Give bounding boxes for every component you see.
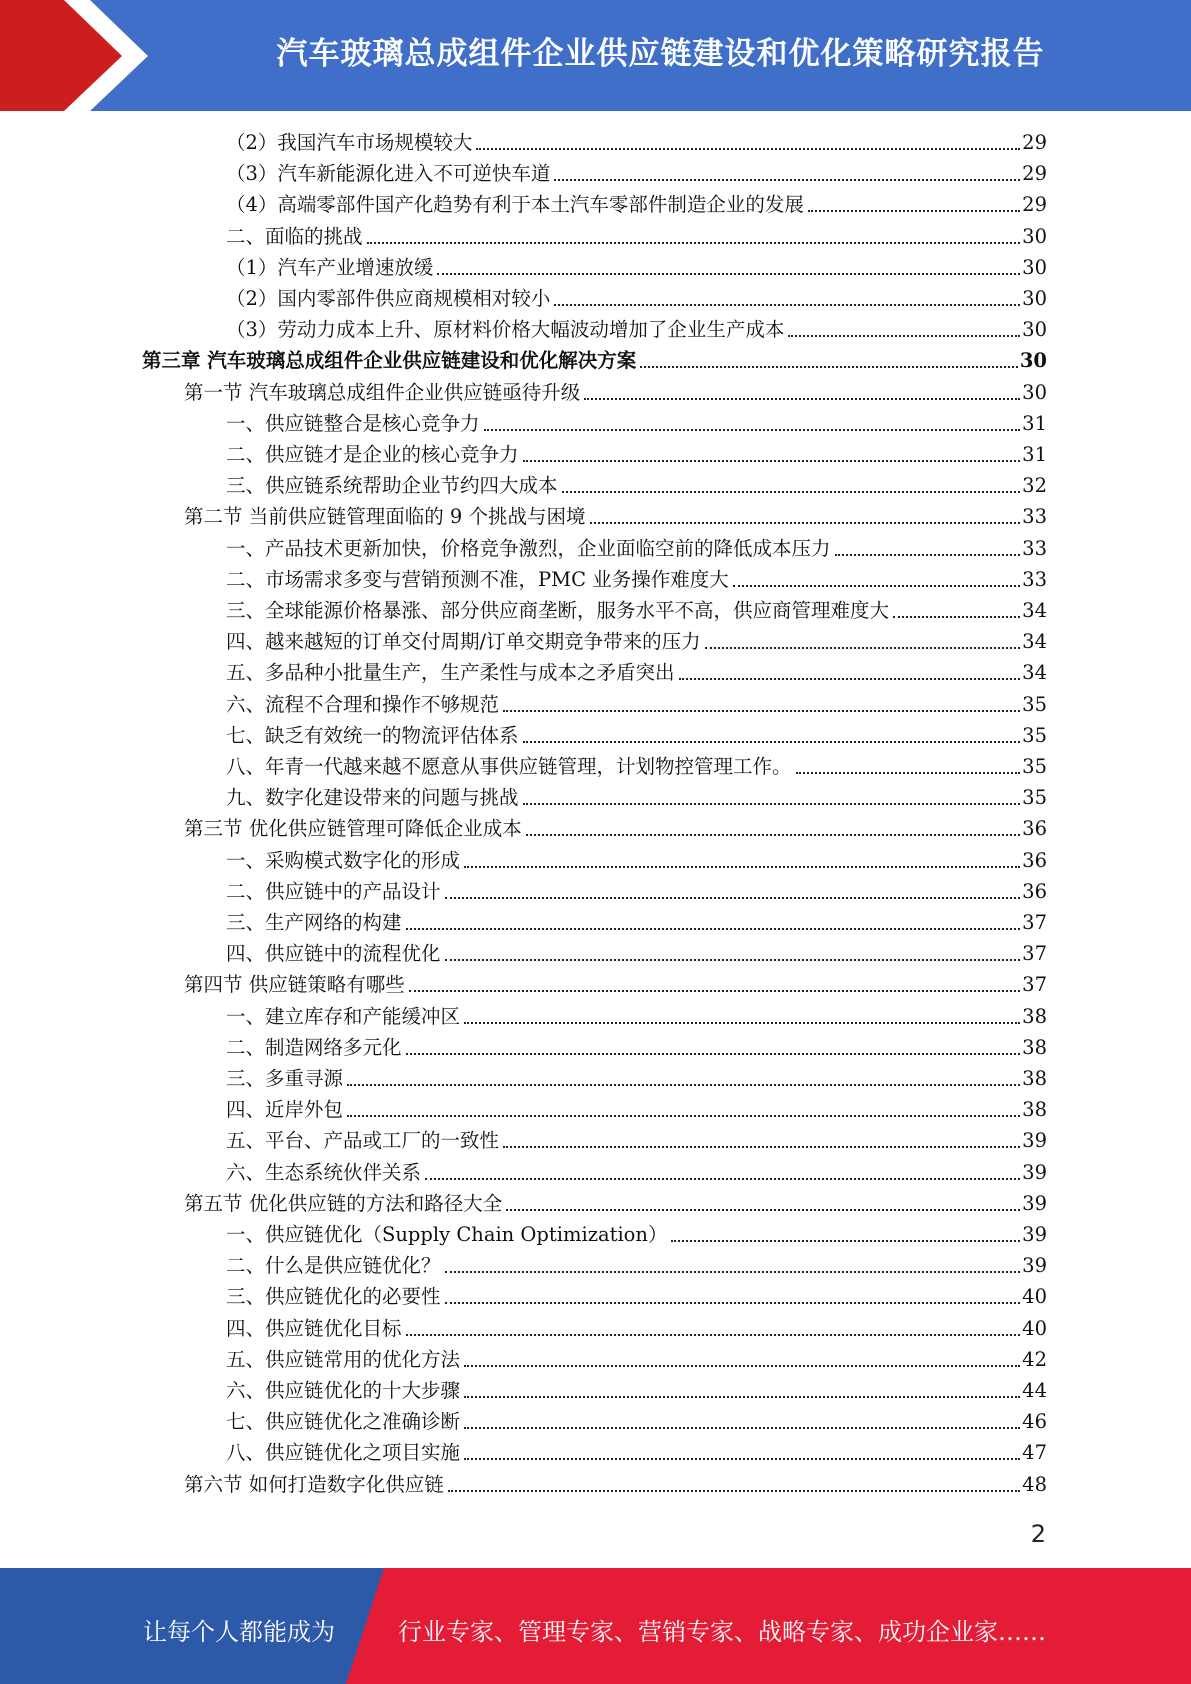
toc-entry-label: （1）汽车产业增速放缓	[226, 255, 434, 279]
toc-subsection-entry[interactable]	[226, 283, 1047, 314]
toc-section-entry[interactable]	[184, 813, 1047, 844]
toc-entry-page: 29	[1022, 162, 1047, 186]
toc-entry-label: 一、供应链优化（Supply Chain Optimization）	[226, 1223, 668, 1246]
toc-dot-leader	[640, 365, 1018, 368]
toc-entry-page: 38	[1022, 1098, 1047, 1122]
toc-entry-page: 29	[1022, 131, 1047, 154]
toc-dot-leader	[506, 1208, 1020, 1211]
report-title: 汽车玻璃总成组件企业供应链建设和优化策略研究报告	[276, 36, 1045, 72]
toc-dot-leader	[476, 147, 1020, 150]
toc-entry-label: 六、生态系统伙伴关系	[226, 1160, 422, 1184]
toc-entry-page: 36	[1022, 879, 1047, 903]
toc-dot-leader	[406, 1333, 1021, 1336]
toc-entry-page: 44	[1022, 1379, 1047, 1402]
toc-dot-leader	[554, 178, 1020, 181]
toc-entry-page: 30	[1022, 318, 1047, 342]
toc-dot-leader	[523, 740, 1021, 743]
toc-entry-page: 40	[1022, 1285, 1047, 1309]
toc-entry-page: 31	[1022, 411, 1047, 435]
toc-entry-page: 38	[1022, 1004, 1047, 1028]
toc-entry-page: 33	[1022, 505, 1047, 529]
page-footer	[0, 1568, 1191, 1684]
toc-subsection-entry[interactable]	[226, 626, 1047, 657]
toc-entry-page: 37	[1022, 911, 1047, 934]
toc-dot-leader	[367, 241, 1021, 244]
toc-dot-leader	[808, 209, 1020, 212]
toc-subsection-entry[interactable]	[226, 657, 1047, 688]
toc-entry-label: 一、采购模式数字化的形成	[226, 848, 461, 872]
toc-subsection-entry[interactable]	[226, 595, 1047, 626]
toc-entry-label: 三、生产网络的构建	[226, 911, 402, 934]
footer-slogan-right: 行业专家、管理专家、营销专家、战略专家、成功企业家……	[398, 1618, 1046, 1646]
toc-section-entry[interactable]	[184, 1188, 1047, 1219]
toc-entry-label: 二、什么是供应链优化？	[226, 1254, 441, 1278]
toc-subsection-entry[interactable]	[226, 314, 1047, 345]
toc-entry-label: 第六节 如何打造数字化供应链	[184, 1472, 444, 1496]
toc-subsection-entry[interactable]	[226, 1157, 1047, 1188]
toc-dot-leader	[464, 1021, 1020, 1024]
toc-entry-page: 34	[1022, 630, 1047, 654]
toc-dot-leader	[445, 1270, 1021, 1273]
toc-dot-leader	[464, 1395, 1020, 1398]
toc-dot-leader	[448, 1489, 1020, 1492]
toc-subsection-entry[interactable]	[226, 938, 1047, 969]
toc-entry-label: 六、供应链优化的十大步骤	[226, 1379, 461, 1402]
toc-dot-leader	[425, 1177, 1020, 1180]
toc-subsection-entry[interactable]	[226, 439, 1047, 470]
toc-entry-label: 第五节 优化供应链的方法和路径大全	[184, 1191, 503, 1215]
toc-subsection-entry[interactable]	[226, 1219, 1047, 1250]
toc-dot-leader	[437, 272, 1020, 275]
toc-section-entry[interactable]	[184, 377, 1047, 408]
footer-slogan-left: 让每个人都能成为	[143, 1618, 335, 1646]
toc-entry-label: 第三章 汽车玻璃总成组件企业供应链建设和优化解决方案	[142, 349, 637, 373]
toc-entry-label: 六、流程不合理和操作不够规范	[226, 692, 500, 716]
toc-entry-page: 30	[1022, 287, 1047, 310]
toc-entry-label: 四、越来越短的订单交付周期/订单交期竞争带来的压力	[226, 630, 701, 654]
toc-entry-page: 30	[1022, 224, 1047, 248]
toc-entry-label: 一、建立库存和产能缓冲区	[226, 1004, 461, 1028]
toc-dot-leader	[445, 958, 1021, 961]
toc-subsection-entry[interactable]	[226, 1344, 1047, 1375]
toc-subsection-entry[interactable]	[226, 252, 1047, 283]
toc-dot-leader	[445, 896, 1021, 899]
toc-entry-page: 40	[1022, 1316, 1047, 1340]
toc-dot-leader	[464, 1426, 1020, 1429]
toc-entry-page: 39	[1022, 1254, 1047, 1278]
toc-entry-label: 二、供应链才是企业的核心竞争力	[226, 443, 519, 466]
toc-dot-leader	[733, 584, 1020, 587]
toc-entry-page: 32	[1022, 474, 1047, 498]
toc-dot-leader	[406, 927, 1021, 930]
toc-entry-label: 八、供应链优化之项目实施	[226, 1441, 461, 1465]
toc-entry-label: 四、供应链中的流程优化	[226, 942, 441, 966]
toc-chapter-entry[interactable]	[142, 345, 1047, 376]
toc-section-entry[interactable]	[184, 1469, 1047, 1500]
toc-dot-leader	[893, 615, 1020, 618]
toc-entry-page: 37	[1022, 973, 1047, 997]
toc-entry-label: （3）劳动力成本上升、原材料价格大幅波动增加了企业生产成本	[226, 318, 785, 342]
toc-subsection-entry[interactable]	[226, 1375, 1047, 1406]
toc-subsection-entry[interactable]	[226, 876, 1047, 907]
toc-entry-page: 33	[1022, 536, 1047, 560]
toc-entry-label: 一、供应链整合是核心竞争力	[226, 411, 480, 435]
toc-entry-label: （2）我国汽车市场规模较大	[226, 131, 473, 154]
toc-entry-label: 七、供应链优化之准确诊断	[226, 1410, 461, 1434]
toc-subsection-entry[interactable]	[226, 564, 1047, 595]
toc-entry-label: （3）汽车新能源化进入不可逆快车道	[226, 162, 551, 186]
toc-dot-leader	[590, 521, 1021, 524]
toc-subsection-entry[interactable]	[226, 1032, 1047, 1063]
toc-dot-leader	[406, 1052, 1021, 1055]
toc-subsection-entry[interactable]	[226, 845, 1047, 876]
toc-entry-page: 36	[1022, 817, 1047, 841]
toc-dot-leader	[347, 1083, 1020, 1086]
toc-subsection-entry[interactable]	[226, 189, 1047, 220]
toc-entry-page: 29	[1022, 193, 1047, 217]
page-number: 2	[1030, 1520, 1046, 1548]
toc-dot-leader	[484, 428, 1021, 431]
toc-subsection-entry[interactable]	[226, 1250, 1047, 1281]
toc-entry-page: 35	[1022, 723, 1047, 747]
toc-entry-label: 四、供应链优化目标	[226, 1316, 402, 1340]
toc-dot-leader	[679, 677, 1021, 680]
toc-entry-page: 38	[1022, 1035, 1047, 1059]
toc-entry-label: 五、供应链常用的优化方法	[226, 1347, 461, 1371]
toc-dot-leader	[671, 1239, 1020, 1242]
toc-dot-leader	[526, 833, 1020, 836]
toc-entry-page: 46	[1022, 1410, 1047, 1434]
toc-entry-page: 36	[1022, 848, 1047, 872]
toc-dot-leader	[562, 490, 1021, 493]
toc-entry-label: 二、制造网络多元化	[226, 1035, 402, 1059]
toc-subsection-entry[interactable]	[226, 782, 1047, 813]
toc-entry-label: 三、供应链系统帮助企业节约四大成本	[226, 474, 558, 498]
toc-subsection-entry[interactable]	[226, 689, 1047, 720]
toc-dot-leader	[445, 1301, 1021, 1304]
toc-subsection-entry[interactable]	[226, 751, 1047, 782]
toc-entry-page: 34	[1022, 661, 1047, 685]
toc-section-entry[interactable]	[184, 969, 1047, 1000]
toc-dot-leader	[503, 1145, 1020, 1148]
toc-entry-label: 二、市场需求多变与营销预测不准，PMC 业务操作难度大	[226, 567, 729, 591]
toc-subsection-entry[interactable]	[226, 158, 1047, 189]
toc-subsection-entry[interactable]	[226, 533, 1047, 564]
toc-subsection-entry[interactable]	[226, 408, 1047, 439]
toc-entry-page: 35	[1022, 692, 1047, 716]
toc-dot-leader	[788, 334, 1020, 337]
toc-entry-page: 31	[1022, 443, 1047, 466]
toc-entry-label: 第四节 供应链策略有哪些	[184, 973, 405, 997]
toc-subsection-entry[interactable]	[226, 1063, 1047, 1094]
toc-entry-label: （2）国内零部件供应商规模相对较小	[226, 287, 551, 310]
toc-entry-label: 二、面临的挑战	[226, 224, 363, 248]
toc-entry-page: 39	[1022, 1129, 1047, 1153]
toc-subsection-entry[interactable]	[226, 1281, 1047, 1312]
toc-subsection-entry[interactable]	[226, 720, 1047, 751]
toc-entry-label: 四、近岸外包	[226, 1098, 344, 1122]
toc-entry-label: 第一节 汽车玻璃总成组件企业供应链亟待升级	[184, 380, 581, 404]
toc-dot-leader	[523, 459, 1021, 462]
toc-dot-leader	[503, 709, 1020, 712]
toc-entry-page: 42	[1022, 1347, 1047, 1371]
toc-dot-leader	[523, 802, 1021, 805]
toc-entry-label: 五、平台、产品或工厂的一致性	[226, 1129, 500, 1153]
toc-entry-page: 34	[1022, 599, 1047, 622]
toc-entry-page: 30	[1022, 255, 1047, 279]
toc-entry-label: 第三节 优化供应链管理可降低企业成本	[184, 817, 522, 841]
toc-dot-leader	[409, 989, 1020, 992]
toc-entry-label: 三、供应链优化的必要性	[226, 1285, 441, 1309]
toc-dot-leader	[584, 397, 1020, 400]
toc-entry-label: 三、全球能源价格暴涨、部分供应商垄断，服务水平不高，供应商管理难度大	[226, 599, 890, 622]
toc-entry-label: 八、年青一代越来越不愿意从事供应链管理，计划物控管理工作。	[226, 755, 792, 778]
toc-subsection-entry[interactable]	[226, 1437, 1047, 1468]
toc-dot-leader	[554, 303, 1020, 306]
toc-entry-label: （4）高端零部件国产化趋势有利于本土汽车零部件制造企业的发展	[226, 193, 804, 217]
toc-entry-page: 30	[1022, 380, 1047, 404]
page-header	[0, 0, 1191, 111]
toc-entry-page: 35	[1022, 786, 1047, 810]
toc-entry-page: 38	[1022, 1067, 1047, 1090]
toc-entry-label: 一、产品技术更新加快，价格竞争激烈，企业面临空前的降低成本压力	[226, 536, 831, 560]
toc-subsection-entry[interactable]	[226, 1001, 1047, 1032]
toc-dot-leader	[835, 553, 1021, 556]
toc-entry-page: 35	[1022, 755, 1047, 778]
toc-entry-label: 五、多品种小批量生产，生产柔性与成本之矛盾突出	[226, 661, 675, 685]
toc-entry-label: 三、多重寻源	[226, 1067, 344, 1090]
toc-subsection-entry[interactable]	[226, 907, 1047, 938]
toc-entry-page: 30	[1019, 349, 1047, 373]
toc-entry-page: 39	[1022, 1160, 1047, 1184]
toc-entry-page: 37	[1022, 942, 1047, 966]
toc-entry-label: 七、缺乏有效统一的物流评估体系	[226, 723, 519, 747]
toc-section-entry[interactable]	[184, 501, 1047, 532]
toc-dot-leader	[464, 1364, 1020, 1367]
toc-dot-leader	[796, 771, 1021, 774]
toc-subsection-entry[interactable]	[226, 1094, 1047, 1125]
toc-entry-label: 二、供应链中的产品设计	[226, 879, 441, 903]
toc-entry-page: 47	[1022, 1441, 1047, 1465]
toc-dot-leader	[347, 1114, 1020, 1117]
toc-subsection-entry[interactable]	[226, 221, 1047, 252]
toc-entry-page: 33	[1022, 567, 1047, 591]
toc-subsection-entry[interactable]	[226, 1313, 1047, 1344]
toc-entry-label: 第二节 当前供应链管理面临的 9 个挑战与困境	[184, 505, 586, 529]
toc-dot-leader	[705, 646, 1021, 649]
toc-entry-label: 九、数字化建设带来的问题与挑战	[226, 786, 519, 810]
toc-entry-page: 39	[1022, 1223, 1047, 1246]
toc-entry-page: 48	[1022, 1472, 1047, 1496]
toc-dot-leader	[464, 865, 1020, 868]
toc-subsection-entry[interactable]	[226, 1125, 1047, 1156]
toc-subsection-entry[interactable]	[226, 127, 1047, 158]
toc-dot-leader	[464, 1457, 1020, 1460]
toc-subsection-entry[interactable]	[226, 1406, 1047, 1437]
toc-subsection-entry[interactable]	[226, 470, 1047, 501]
toc-entry-page: 39	[1022, 1191, 1047, 1215]
